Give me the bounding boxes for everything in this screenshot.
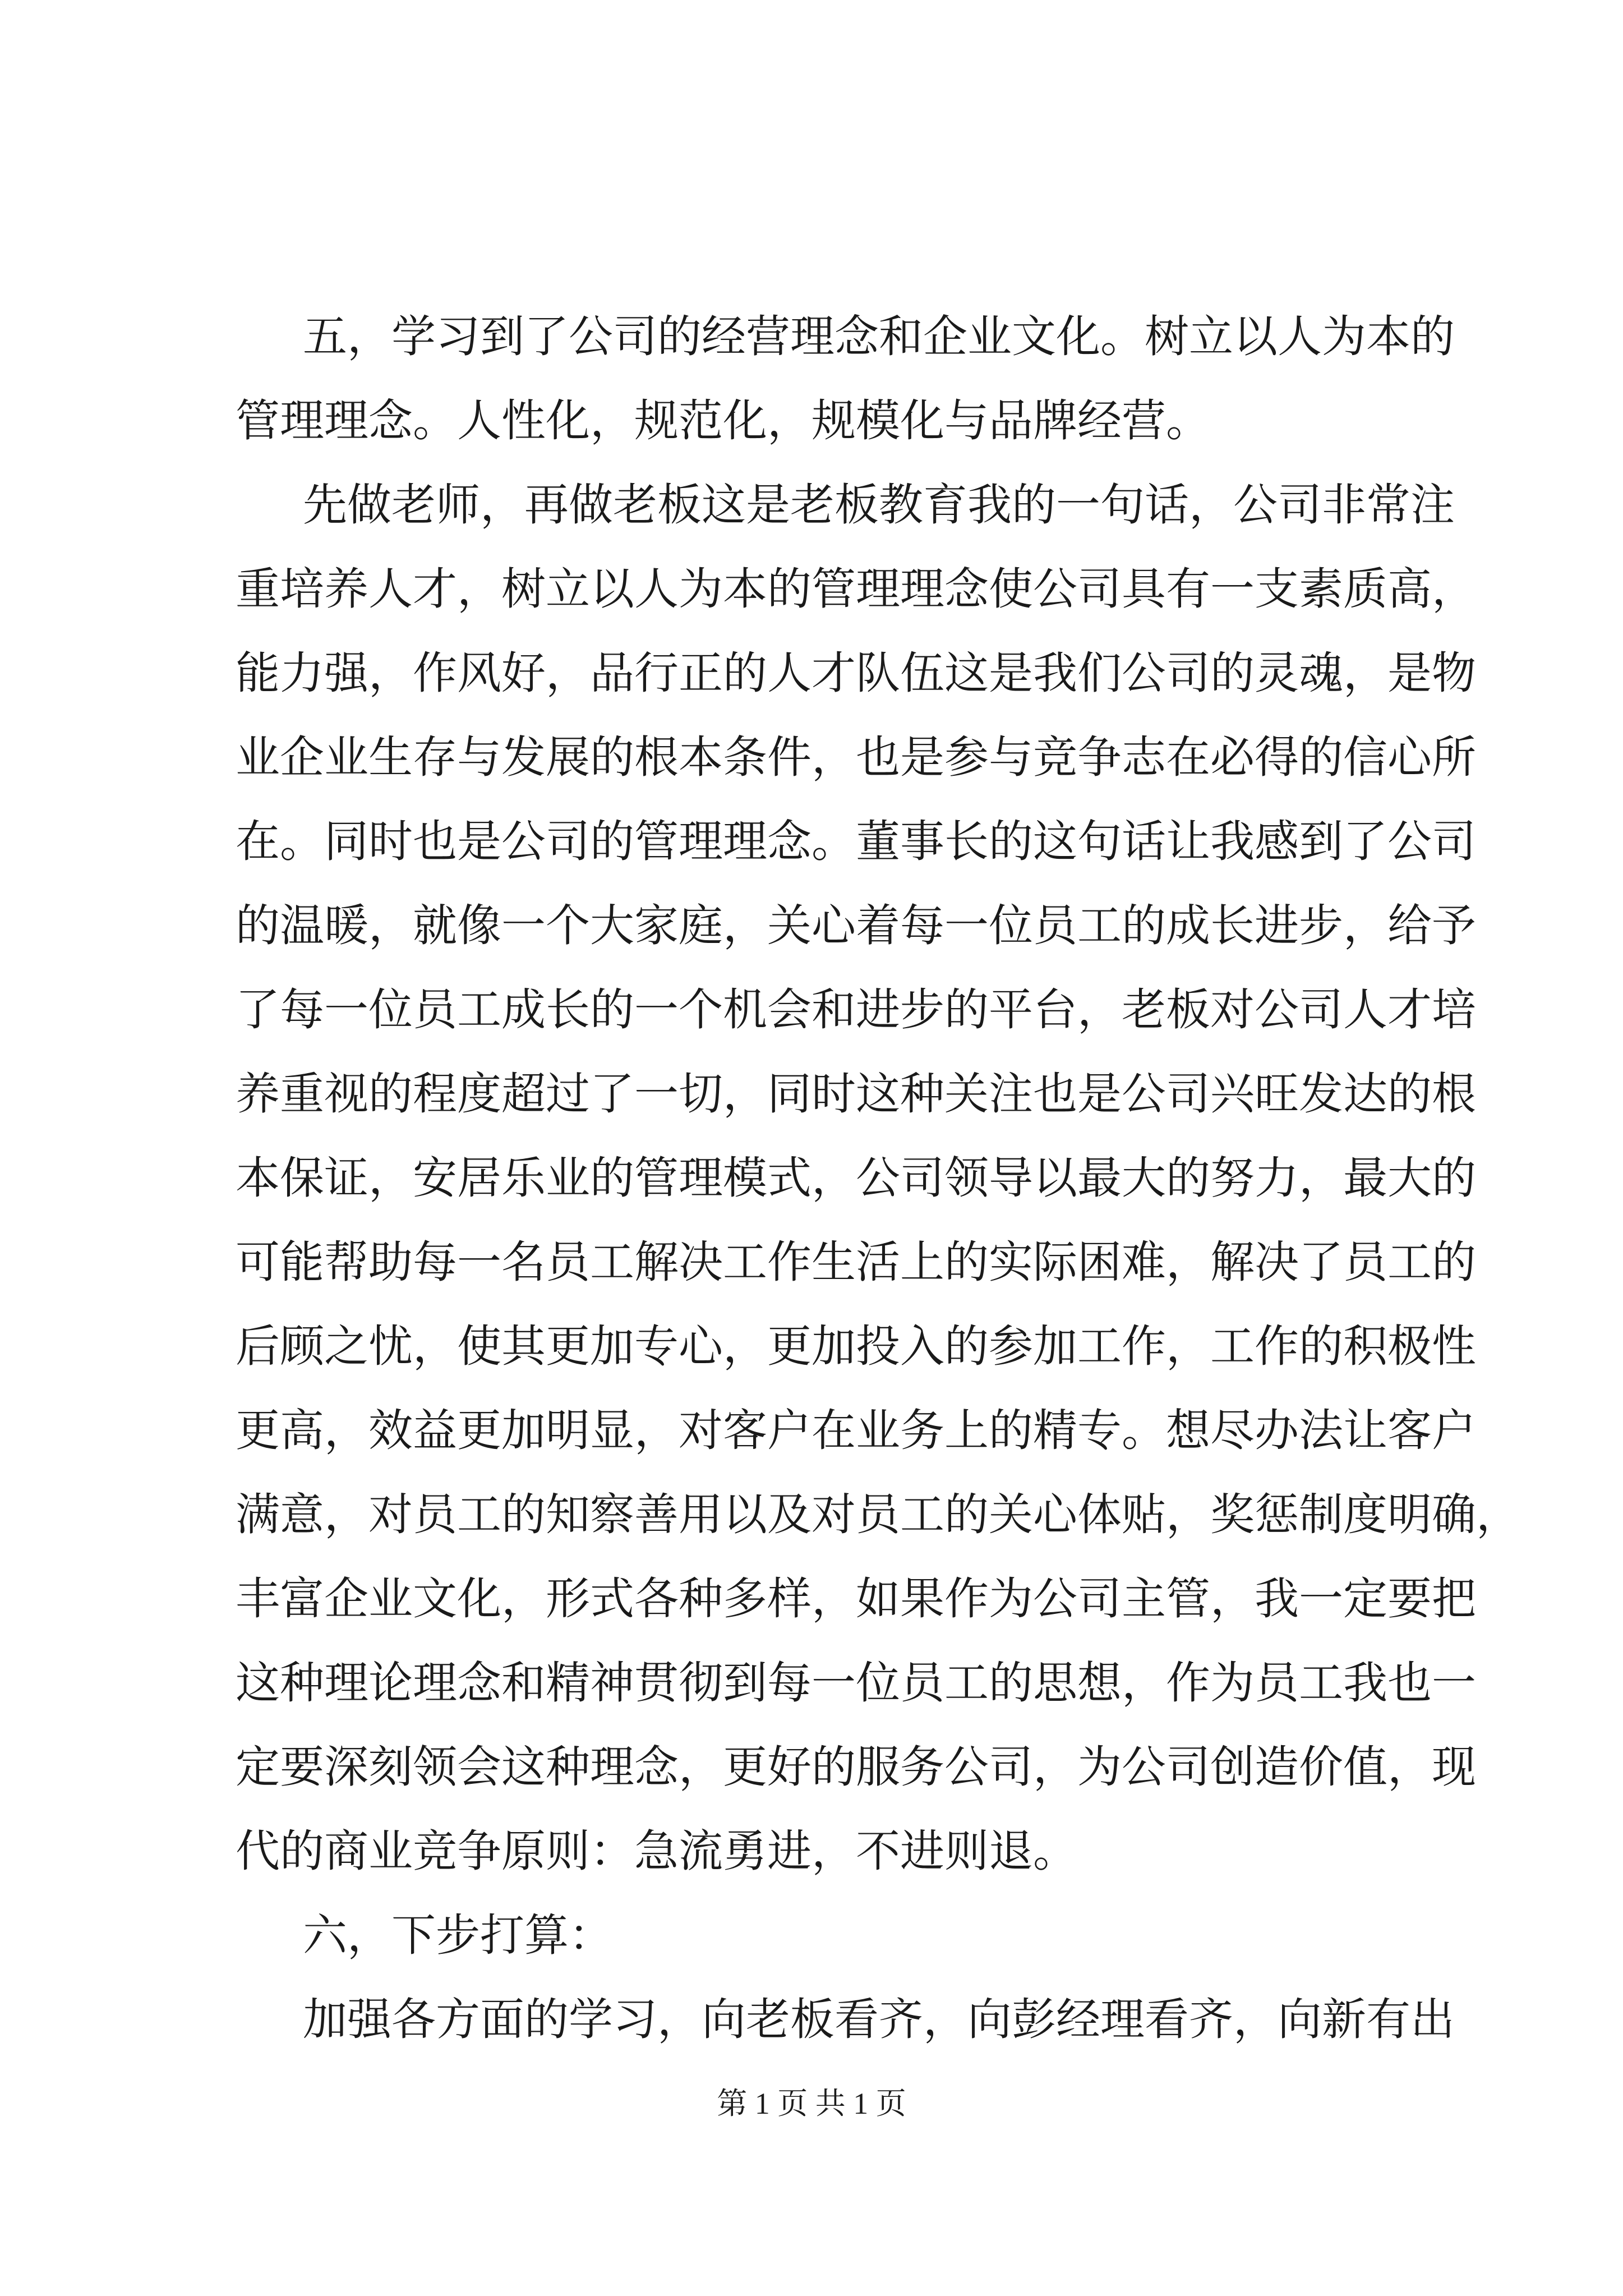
- paragraph-body-line-14: 丰富企业文化，形式各种多样，如果作为公司主管，我一定要把: [236, 1573, 1476, 1625]
- paragraph-body-line-12: 更高，效益更加明显，对客户在业务上的精专。想尽办法让客户: [236, 1405, 1476, 1456]
- paragraph-body-line-13: 满意，对员工的知察善用以及对员工的关心体贴，奖惩制度明确，: [236, 1489, 1520, 1540]
- paragraph-body-line-3: 能力强，作风好，品行正的人才队伍这是我们公司的灵魂，是物: [236, 647, 1476, 699]
- paragraph-body-line-8: 养重视的程度超过了一切，同时这种关注也是公司兴旺发达的根: [236, 1068, 1476, 1120]
- paragraph-body-line-7: 了每一位员工成长的一个机会和进步的平台，老板对公司人才培: [236, 984, 1476, 1036]
- paragraph-body-line-17: 代的商业竞争原则：急流勇进，不进则退。: [236, 1825, 1077, 1877]
- paragraph-body-line-16: 定要深刻领会这种理念，更好的服务公司，为公司创造价值，现: [236, 1741, 1476, 1793]
- paragraph-5-line-2: 管理理念。人性化，规范化，规模化与品牌经营。: [236, 395, 1210, 447]
- page-footer: 第 1 页 共 1 页: [717, 2087, 906, 2120]
- paragraph-body-line-11: 后顾之忧，使其更加专心，更加投入的参加工作，工作的积极性: [236, 1320, 1476, 1372]
- paragraph-6-line-1: 加强各方面的学习，向老板看齐，向彭经理看齐，向新有出: [303, 1994, 1455, 2045]
- paragraph-body-line-4: 业企业生存与发展的根本条件，也是参与竞争志在必得的信心所: [236, 731, 1476, 783]
- section-6-heading: 六，下步打算：: [303, 1910, 613, 1961]
- paragraph-body-line-6: 的温暖，就像一个大家庭，关心着每一位员工的成长进步，给予: [236, 900, 1476, 951]
- paragraph-5-line-1: 五，学习到了公司的经营理念和企业文化。树立以人为本的: [303, 311, 1455, 362]
- paragraph-body-line-9: 本保证，安居乐业的管理模式，公司领导以最大的努力，最大的: [236, 1152, 1476, 1204]
- paragraph-body-line-1: 先做老师，再做老板这是老板教育我的一句话，公司非常注: [303, 479, 1455, 531]
- paragraph-body-line-10: 可能帮助每一名员工解决工作生活上的实际困难，解决了员工的: [236, 1236, 1476, 1288]
- paragraph-body-line-15: 这种理论理念和精神贯彻到每一位员工的思想，作为员工我也一: [236, 1657, 1476, 1709]
- paragraph-body-line-5: 在。同时也是公司的管理理念。董事长的这句话让我感到了公司: [236, 816, 1476, 867]
- paragraph-body-line-2: 重培养人才，树立以人为本的管理理念使公司具有一支素质高，: [236, 563, 1476, 615]
